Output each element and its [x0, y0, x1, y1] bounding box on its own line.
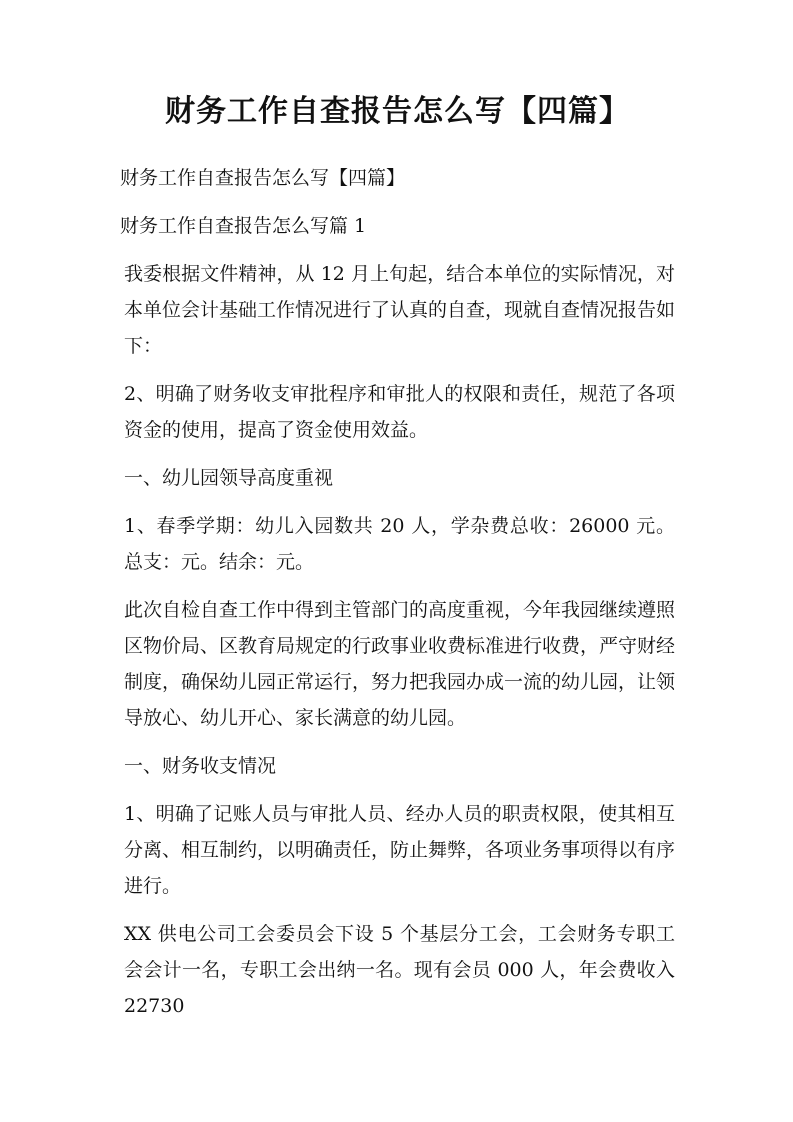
- paragraph-body: 1、春季学期：幼儿入园数共 20 人，学杂费总收：26000 元。总支：元。结余：元。: [124, 515, 675, 573]
- paragraph-body: 1、明确了记账人员与审批人员、经办人员的职责权限，使其相互分离、相互制约，以明确责任，防止舞弊，各项业务事项得以有序进行。: [124, 803, 676, 897]
- paragraph-body: 我委根据文件精神，从 12 月上旬起，结合本单位的实际情况，对本单位会计基础工作情况进行了认真的自查，现就自查情况报告如下：: [124, 263, 676, 357]
- paragraph-subtitle: 财务工作自查报告怎么写【四篇】: [120, 167, 406, 189]
- paragraph-body: 2、明确了财务收支审批程序和审批人的权限和责任，规范了各项资金的使用，提高了资金使用效益。: [124, 383, 675, 441]
- paragraph-heading: 一、财务收支情况: [124, 755, 277, 777]
- paragraph-section-heading: 财务工作自查报告怎么写篇 1: [120, 215, 367, 237]
- document-title: 财务工作自查报告怎么写【四篇】: [165, 94, 630, 129]
- paragraph-body: XX 供电公司工会委员会下设 5 个基层分工会，工会财务专职工会会计一名，专职工会出纳一名。现有会员 000 人，年会费收入 22730: [124, 923, 675, 1017]
- paragraph-heading: 一、幼儿园领导高度重视: [124, 467, 334, 489]
- paragraph-body: 此次自检自查工作中得到主管部门的高度重视，今年我园继续遵照区物价局、区教育局规定的行政事业收费标准进行收费，严守财经制度，确保幼儿园正常运行，努力把我园办成一流的幼儿园，让领导放心、幼儿开心、家长满意的幼儿园。: [124, 599, 676, 729]
